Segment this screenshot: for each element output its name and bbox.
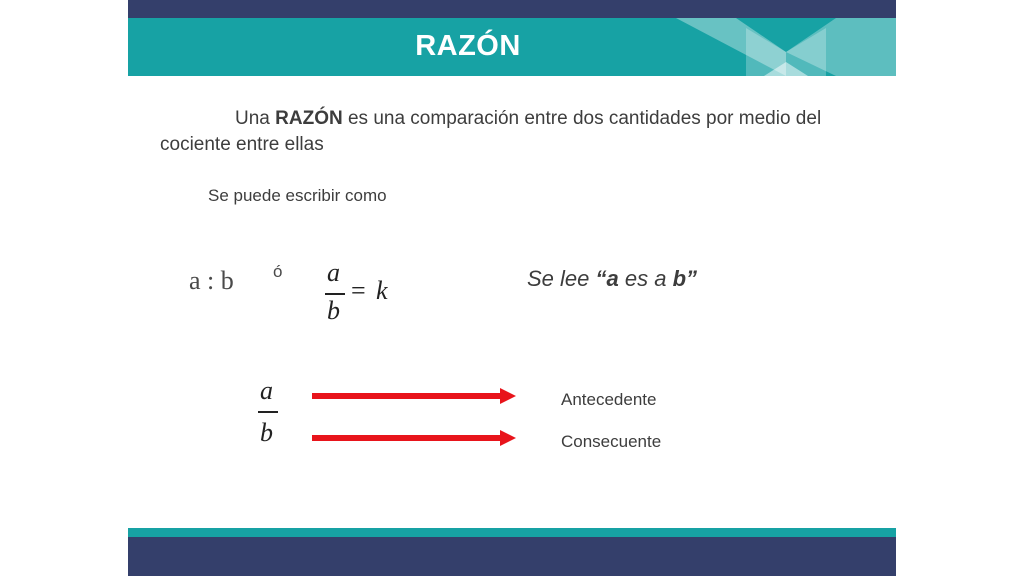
top-bar xyxy=(128,0,896,18)
fraction-numerator: a xyxy=(327,258,340,287)
ratio-constant: k xyxy=(376,276,388,305)
consequent-arrow-icon xyxy=(312,430,516,446)
fraction-denominator: b xyxy=(327,296,340,325)
definition-lead: Una xyxy=(235,108,276,129)
parts-denominator: b xyxy=(260,418,273,447)
parts-fraction-bar xyxy=(258,411,278,413)
definition-paragraph xyxy=(160,106,875,158)
reading-a: a xyxy=(606,266,619,291)
equals-sign: = xyxy=(351,276,366,305)
definition-rest: es una comparación entre dos cantidades por medio del cociente entre ellas xyxy=(160,108,822,155)
reading-prefix: Se lee xyxy=(527,266,596,291)
bottom-accent-bar xyxy=(128,528,896,537)
colon-notation: a : b xyxy=(189,266,234,295)
slide xyxy=(128,0,896,576)
title-band xyxy=(128,18,896,76)
reading-open-quote: “ xyxy=(595,266,607,291)
slide-title: RAZÓN xyxy=(415,30,521,62)
reading-b: b xyxy=(672,266,687,291)
fraction-bar xyxy=(325,293,345,295)
antecedent-arrow-icon xyxy=(312,388,516,404)
or-word: ó xyxy=(273,262,283,281)
reading-close-quote: ” xyxy=(686,266,698,291)
written-as-text: Se puede escribir como xyxy=(208,186,387,205)
antecedent-label: Antecedente xyxy=(561,390,657,409)
decorative-chevron-graphic xyxy=(676,18,896,76)
definition-term: RAZÓN xyxy=(275,108,343,129)
reading-text xyxy=(527,266,697,292)
bottom-bar xyxy=(128,537,896,576)
consequent-label: Consecuente xyxy=(561,432,662,451)
reading-middle: es a xyxy=(618,266,673,291)
parts-numerator: a xyxy=(260,376,273,405)
